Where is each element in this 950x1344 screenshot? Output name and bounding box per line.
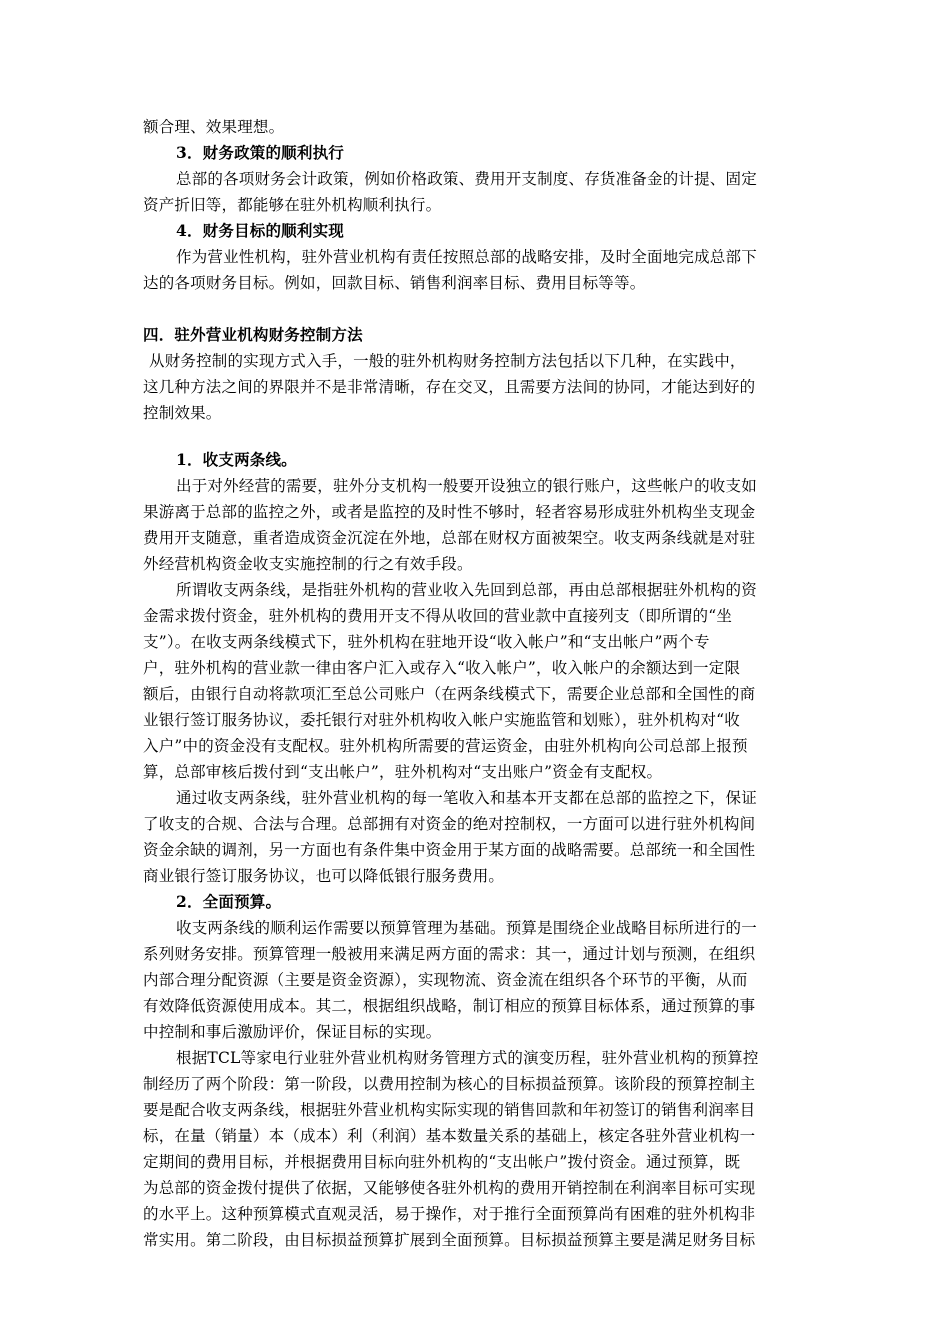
paragraph-line: 额后，由银行自动将款项汇至总公司账户（在两条线模式下，需要企业总部和全国性的商 (143, 685, 756, 703)
paragraph-line: 通过收支两条线，驻外营业机构的每一笔收入和基本开支都在总部的监控之下，保证 (176, 789, 757, 807)
paragraph-line: 中控制和事后激励评价，保证目标的实现。 (143, 1023, 442, 1041)
paragraph-line: 资金余缺的调剂，另一方面也有条件集中资金用于某方面的战略需要。总部统一和全国性 (143, 841, 756, 859)
paragraph-line: 制经历了两个阶段：第一阶段，以费用控制为核心的目标损益预算。该阶段的预算控制主 (143, 1075, 756, 1093)
paragraph-line: 额合理、效果理想。 (143, 118, 285, 136)
paragraph-line: 户，驻外机构的营业款一律由客户汇入或存入“收入帐户”，收入帐户的余额达到一定限 (143, 659, 741, 677)
paragraph-line: 内部合理分配资源（主要是资金资源），实现物流、资金流在组织各个环节的平衡，从而 (143, 971, 748, 989)
section-heading: 四．驻外营业机构财务控制方法 (143, 325, 363, 344)
paragraph-line: 业银行签订服务协议，委托银行对驻外机构收入帐户实施监管和划账），驻外机构对“收 (143, 711, 740, 729)
paragraph-line: 支”）。在收支两条线模式下，驻外机构在驻地开设“收入帐户”和“支出帐户”两个专 (143, 633, 710, 651)
paragraph-line: 果游离于总部的监控之外，或者是监控的及时性不够时，轻者容易形成驻外机构坐支现金 (143, 503, 756, 521)
paragraph-line: 常实用。第二阶段，由目标损益预算扩展到全面预算。目标损益预算主要是满足财务目标 (143, 1231, 756, 1249)
paragraph-line: 金需求拨付资金，驻外机构的费用开支不得从收回的营业款中直接列支（即所谓的“坐 (143, 607, 733, 625)
paragraph-line: 标，在量（销量）本（成本）利（利润）基本数量关系的基础上，核定各驻外营业机构一 (143, 1127, 756, 1145)
subheading: 4．财务目标的顺利实现 (176, 221, 344, 240)
paragraph-line: 作为营业性机构，驻外营业机构有责任按照总部的战略安排，及时全面地完成总部下 (176, 248, 757, 266)
paragraph-line: 控制效果。 (143, 404, 222, 422)
paragraph-line: 系列财务安排。预算管理一般被用来满足两方面的需求：其一，通过计划与预测，在组织 (143, 945, 756, 963)
paragraph-line: 收支两条线的顺利运作需要以预算管理为基础。预算是围绕企业战略目标所进行的一 (176, 919, 757, 937)
paragraph-line: 算，总部审核后拨付到“支出帐户”，驻外机构对“支出账户”资金有支配权。 (143, 763, 663, 781)
paragraph-line: 资产折旧等，都能够在驻外机构顺利执行。 (143, 196, 442, 214)
paragraph-line: 有效降低资源使用成本。其二，根据组织战略，制订相应的预算目标体系，通过预算的事 (143, 997, 756, 1015)
paragraph-line: 出于对外经营的需要，驻外分支机构一般要开设独立的银行账户，这些帐户的收支如 (176, 477, 757, 495)
paragraph-line: 从财务控制的实现方式入手，一般的驻外机构财务控制方法包括以下几种，在实践中， (149, 352, 746, 370)
paragraph-line: 的水平上。这种预算模式直观灵活，易于操作，对于推行全面预算尚有困难的驻外机构非 (143, 1205, 756, 1223)
paragraph-line: 达的各项财务目标。例如，回款目标、销售利润率目标、费用目标等等。 (143, 274, 646, 292)
subheading: 3．财务政策的顺利执行 (176, 143, 344, 162)
paragraph-line: 入户”中的资金没有支配权。驻外机构所需要的营运资金，由驻外机构向公司总部上报预 (143, 737, 748, 755)
paragraph-line: 总部的各项财务会计政策，例如价格政策、费用开支制度、存货准备金的计提、固定 (176, 170, 757, 188)
paragraph-line: 为总部的资金拨付提供了依据，又能够使各驻外机构的费用开销控制在利润率目标可实现 (143, 1179, 756, 1197)
paragraph-line: 所谓收支两条线，是指驻外机构的营业收入先回到总部，再由总部根据驻外机构的资 (176, 581, 757, 599)
subheading: 2．全面预算。 (176, 892, 282, 911)
paragraph-line: 根据TCL等家电行业驻外营业机构财务管理方式的演变历程，驻外营业机构的预算控 (176, 1049, 759, 1067)
paragraph-line: 费用开支随意，重者造成资金沉淀在外地，总部在财权方面被架空。收支两条线就是对驻 (143, 529, 756, 547)
paragraph-line: 商业银行签订服务协议，也可以降低银行服务费用。 (143, 867, 505, 885)
paragraph-line: 外经营机构资金收支实施控制的行之有效手段。 (143, 555, 473, 573)
paragraph-line: 定期间的费用目标，并根据费用目标向驻外机构的“支出帐户”拨付资金。通过预算，既 (143, 1153, 741, 1171)
paragraph-line: 了收支的合规、合法与合理。总部拥有对资金的绝对控制权，一方面可以进行驻外机构间 (143, 815, 756, 833)
subheading: 1．收支两条线。 (176, 450, 297, 469)
paragraph-line: 这几种方法之间的界限并不是非常清晰，存在交叉，且需要方法间的协同，才能达到好的 (143, 378, 756, 396)
paragraph-line: 要是配合收支两条线，根据驻外营业机构实际实现的销售回款和年初签订的销售利润率目 (143, 1101, 756, 1119)
